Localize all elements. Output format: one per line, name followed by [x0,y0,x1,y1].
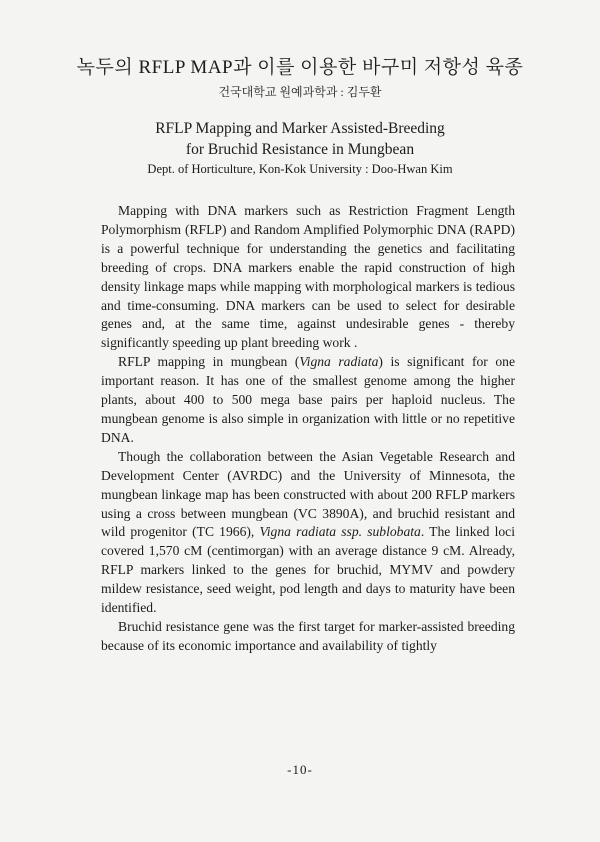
english-affiliation: Dept. of Horticulture, Kon-Kok University : Doo-Hwan Kim [147,162,453,176]
paragraph-3 [101,448,515,618]
page-number: -10- [287,762,313,777]
english-title-line-2: for Bruchid Resistance in Mungbean [185,141,415,158]
paragraph-2-text-a: RFLP mapping in mungbean ( [118,354,300,370]
korean-title: 녹두의 RFLP MAP과 이를 이용한 바구미 저항성 육종 [76,57,524,78]
korean-affiliation: 건국대학교 원예과학과 : 김두환 [218,85,382,99]
english-title [0,118,600,160]
paragraph-2-text-b: ) is significant for one important reason. It has one of the smallest genome among the higher plants, about 400 to 500 mega base pairs per haploid nucleus. The mungbean genome is also simple in organization with little or no repetitive DNA. [101,354,515,445]
subspecies-name: Vigna radiata ssp. sublobata [259,524,421,540]
paragraph-3-text-a: Though the collaboration between the Asian Vegetable Research and Development Center (AVRDC) and the University of Minnesota, the mungbean linkage map has been constructed with about 200 RFLP markers using a cross between mungbean (VC 3890A), and bruchid resistant and wild progenitor (TC 1966), [101,448,515,540]
species-name: Vigna radiata [299,354,379,370]
abstract-body [101,202,515,656]
paragraph-2 [101,353,515,448]
paragraph-1: Mapping with DNA markers such as Restriction Fragment Length Polymorphism (RFLP) and Random Amplified Polymorphic DNA (RAPD) is a powerful technique for understanding the genetics and facilitating breeding of crops. DNA markers enable the rapid construction of high density linkage maps while mapping with morphological markers is tedious and time-consuming. DNA markers can be used to select for desirable genes and, at the same time, against undesirable genes - thereby significantly speeding up plant breeding work . [101,203,515,351]
paragraph-3-text-b: . The linked loci covered 1,570 cM (centimorgan) with an average distance 9 cM. Already, RFLP markers linked to the genes for bruchid, MYMV and powdery mildew resistance, seed weight, pod length and days to maturity have been identified. [101,524,515,616]
english-title-line-1: RFLP Mapping and Marker Assisted-Breeding [155,120,445,137]
paragraph-4: Bruchid resistance gene was the first target for marker-assisted breeding because of its economic importance and availability of tightly [101,618,515,653]
